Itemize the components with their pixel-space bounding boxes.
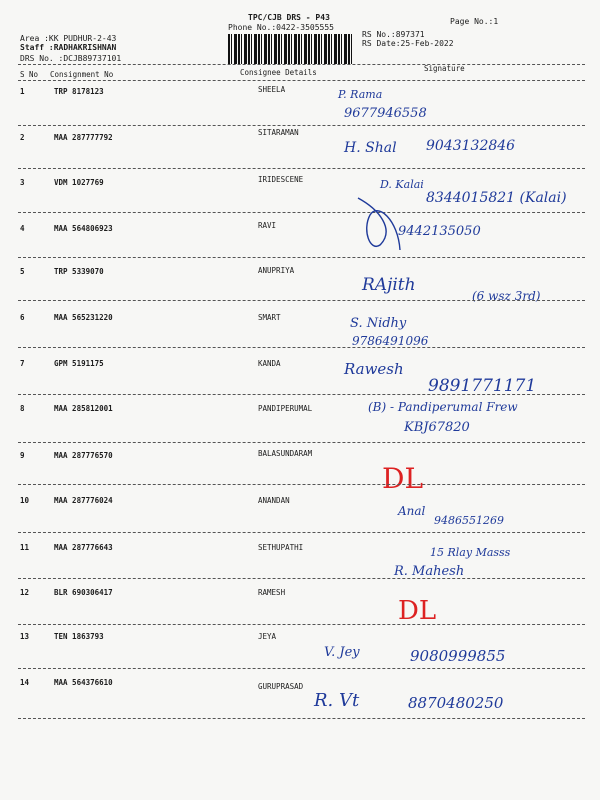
- row-sno: 13: [20, 632, 30, 641]
- row-sno: 10: [20, 496, 30, 505]
- row-separator: [18, 624, 585, 625]
- row-consignment: VDM 1027769: [54, 178, 104, 187]
- drs-number: DRS No. :DCJB89737101: [20, 54, 122, 63]
- row-consignee: ANUPRIYA: [258, 266, 295, 275]
- row-sno: 5: [20, 267, 25, 276]
- row-consignee: KANDA: [258, 359, 281, 368]
- row-consignment: GPM 5191175: [54, 359, 104, 368]
- row-consignment: TRP 8178123: [54, 87, 104, 96]
- signature-note: (6 wsz 3rd): [472, 289, 541, 303]
- row-consignment: MAA 287776570: [54, 451, 113, 460]
- staff: Staff :RADHAKRISHNAN: [20, 43, 117, 52]
- signature-phone: 9043132846: [426, 138, 516, 154]
- rs-number: RS No.:897371: [362, 30, 425, 39]
- page-number: Page No.:1: [450, 17, 499, 26]
- row-sno: 12: [20, 588, 30, 597]
- row-sno: 6: [20, 313, 25, 322]
- row-separator: [18, 394, 585, 395]
- signature-phone: 9786491096: [352, 334, 429, 348]
- row-consignment: MAA 564376610: [54, 678, 113, 687]
- signature-scribble: Anal: [398, 504, 426, 518]
- signature-phone: 8344015821 (Kalai): [426, 190, 567, 206]
- row-sno: 2: [20, 133, 25, 142]
- signature-phone: 9442135050: [398, 224, 481, 239]
- signature-phone: 9486551269: [434, 514, 504, 527]
- row-separator: [18, 257, 585, 258]
- row-consignment: MAA 287776643: [54, 543, 113, 552]
- row-separator: [18, 668, 585, 669]
- signature-scribble: V. Jey: [324, 645, 360, 660]
- row-sno: 3: [20, 178, 25, 187]
- row-consignee: IRIDESCENE: [258, 175, 304, 184]
- row-consignment: TEN 1863793: [54, 632, 104, 641]
- col-signature-header: Signature: [424, 64, 465, 73]
- row-separator: [18, 578, 585, 579]
- col-consignment-header: Consignment No: [50, 70, 114, 79]
- col-consignee-header: Consignee Details: [240, 68, 317, 77]
- row-sno: 1: [20, 87, 25, 96]
- row-consignee: RAVI: [258, 221, 277, 230]
- signature-scribble: R. Mahesh: [394, 564, 465, 579]
- signature-scribble-icon: [350, 190, 410, 260]
- area: Area :KK PUDHUR-2-43: [20, 34, 117, 43]
- signature-scribble: R. Vt: [314, 690, 360, 711]
- row-consignment: BLR 690306417: [54, 588, 113, 597]
- barcode: [228, 34, 354, 64]
- row-consignee: RAMESH: [258, 588, 286, 597]
- row-sno: 8: [20, 404, 25, 413]
- row-consignee: SETHUPATHI: [258, 543, 304, 552]
- rs-date: RS Date:25-Feb-2022: [362, 39, 454, 48]
- signature-scribble: D. Kalai: [380, 178, 424, 191]
- row-separator: [18, 212, 585, 213]
- signature-phone: 9080999855: [410, 647, 506, 665]
- row-consignee: SMART: [258, 313, 281, 322]
- row-separator: [18, 347, 585, 348]
- row-sno: 11: [20, 543, 30, 552]
- signature-scribble: H. Shal: [344, 140, 397, 156]
- signature-dl: DL: [398, 596, 437, 626]
- row-separator: [18, 168, 585, 169]
- row-consignee: GURUPRASAD: [258, 682, 304, 691]
- signature-phone: 9677946558: [344, 106, 427, 121]
- row-consignee: PANDIPERUMAL: [258, 404, 313, 413]
- row-consignment: MAA 285812001: [54, 404, 113, 413]
- signature-dl: DL: [382, 462, 424, 495]
- signature-phone: 8870480250: [408, 694, 504, 712]
- row-separator: [18, 484, 585, 485]
- header-separator: [18, 64, 585, 65]
- row-consignment: MAA 287776024: [54, 496, 113, 505]
- row-consignment: MAA 565231220: [54, 313, 113, 322]
- signature-scribble: P. Rama: [338, 88, 383, 101]
- row-consignment: TRP 5339070: [54, 267, 104, 276]
- row-consignee: ANANDAN: [258, 496, 290, 505]
- row-consignee: BALASUNDARAM: [258, 449, 313, 458]
- signature-scribble: RAjith: [362, 275, 416, 295]
- row-consignee: JEYA: [258, 632, 277, 641]
- row-separator: [18, 300, 585, 301]
- row-separator: [18, 532, 585, 533]
- row-sno: 4: [20, 224, 25, 233]
- col-sno-header: S No: [20, 70, 39, 79]
- row-separator: [18, 125, 585, 126]
- row-consignee: SITARAMAN: [258, 128, 299, 137]
- row-sno: 14: [20, 678, 30, 687]
- signature-scribble: KBJ67820: [404, 420, 470, 435]
- columns-separator: [18, 80, 585, 81]
- row-sno: 9: [20, 451, 25, 460]
- row-sno: 7: [20, 359, 25, 368]
- signature-scribble: S. Nidhy: [350, 316, 407, 331]
- signature-scribble: Rawesh: [344, 360, 404, 378]
- row-separator: [18, 718, 585, 719]
- row-consignee: SHEELA: [258, 85, 286, 94]
- row-consignment: MAA 287777792: [54, 133, 113, 142]
- phone-number: Phone No.:0422-3505555: [228, 23, 334, 32]
- signature-note: (B) - Pandiperumal Frew: [368, 400, 518, 414]
- signature-phone: 9891771171: [428, 376, 537, 396]
- signature-note: 15 Rlay Masss: [430, 546, 511, 559]
- document-title: TPC/CJB DRS - P43: [248, 13, 330, 22]
- row-consignment: MAA 564806923: [54, 224, 113, 233]
- row-separator: [18, 442, 585, 443]
